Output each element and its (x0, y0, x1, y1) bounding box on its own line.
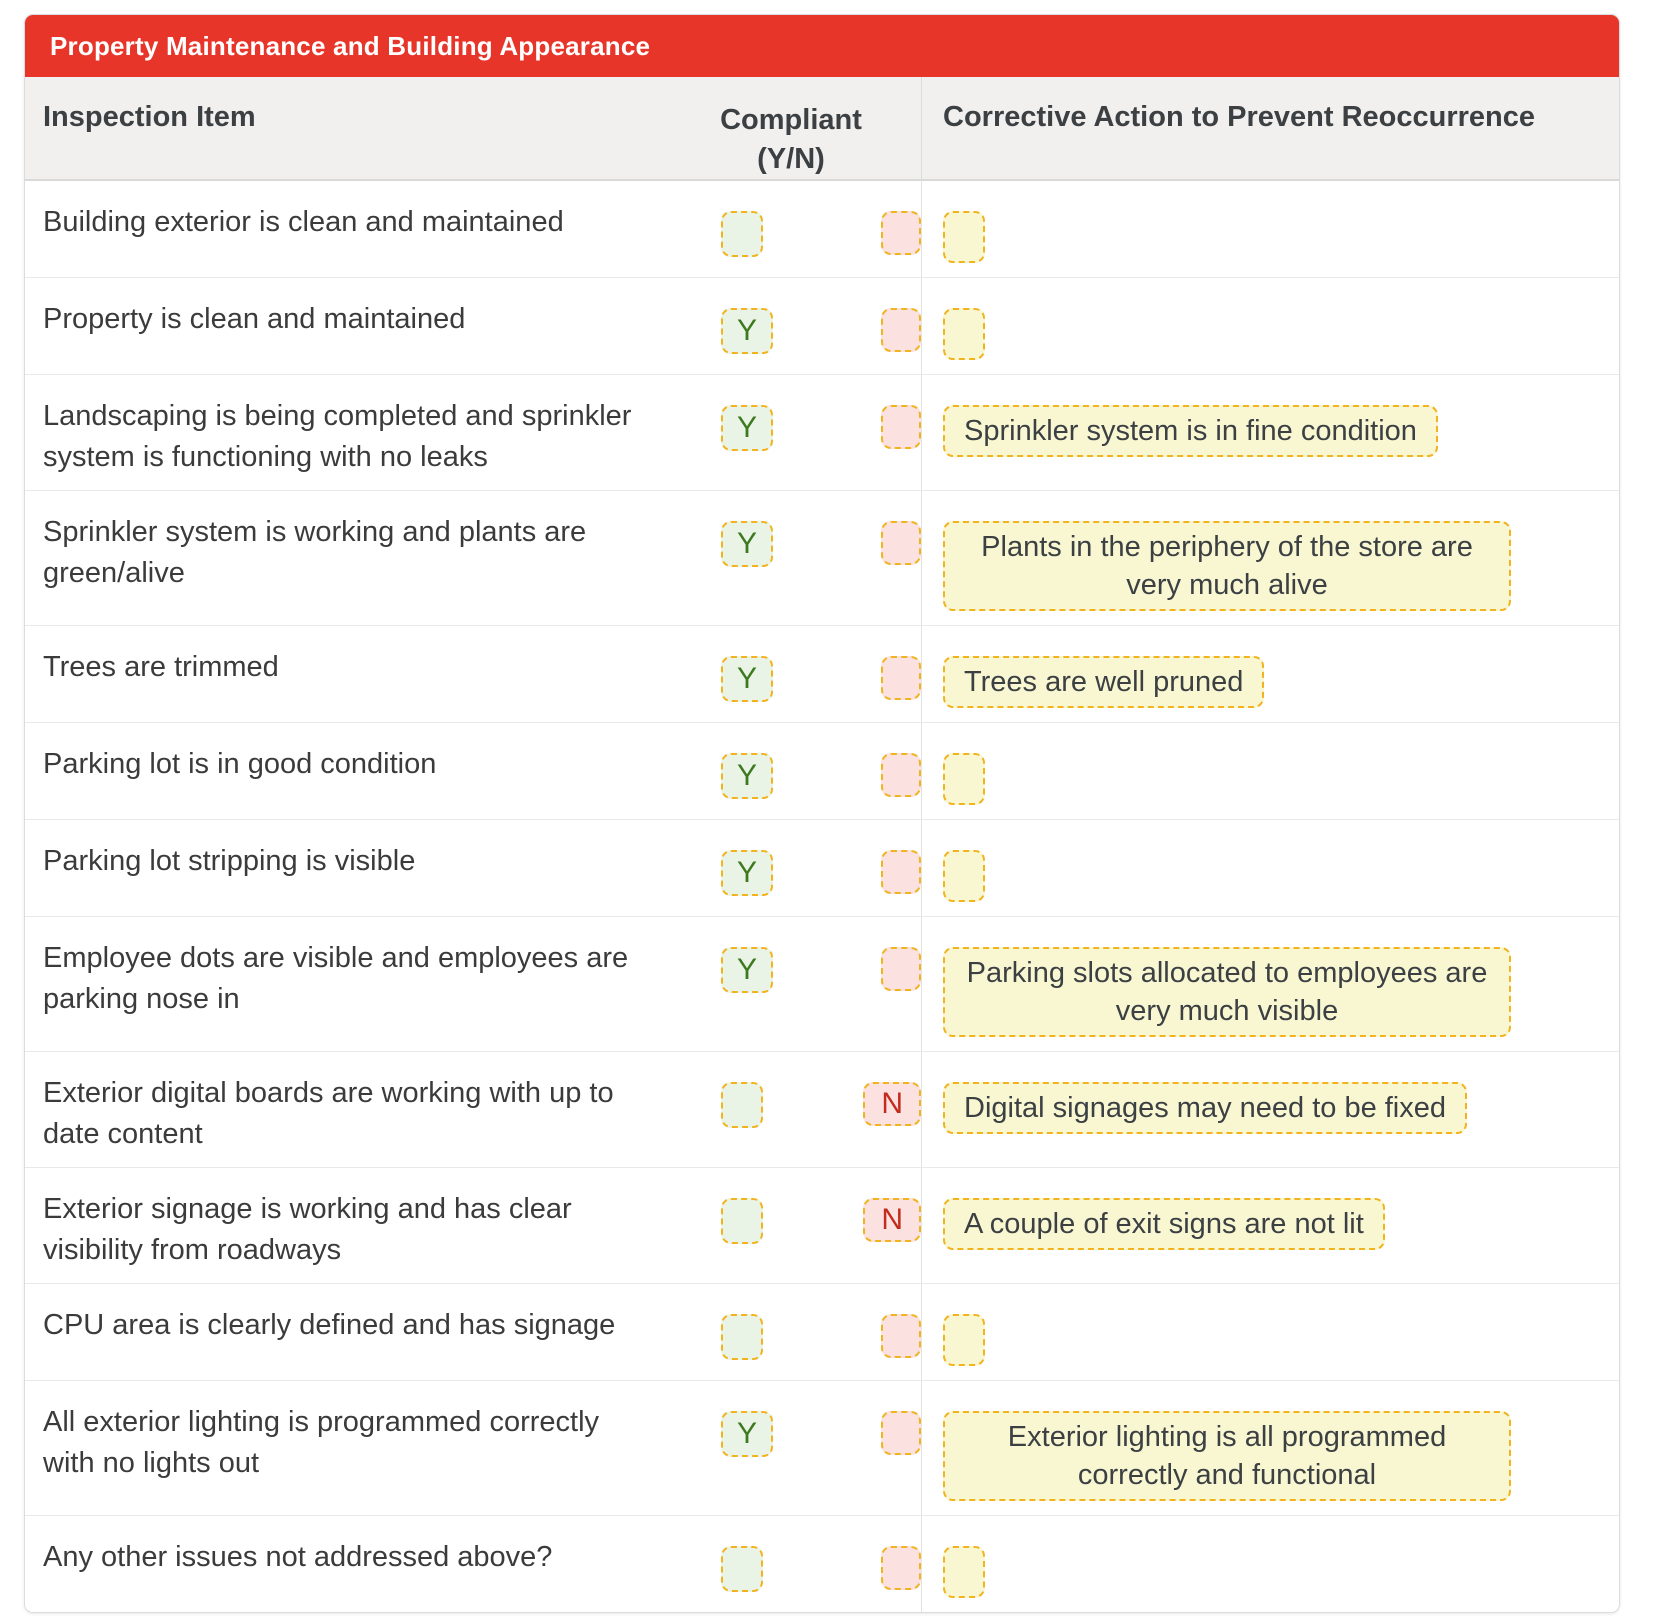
section-header (25, 15, 1619, 77)
compliant-cell (661, 626, 921, 722)
compliant-no-field[interactable]: N (863, 1198, 921, 1242)
compliant-yes-field[interactable]: Y (721, 405, 773, 451)
inspection-item-text: Landscaping is being completed and sprinkler system is functioning with no leaks (43, 400, 632, 473)
compliant-cell (661, 181, 921, 277)
inspection-item-text: Exterior digital boards are working with up to date content (43, 1077, 614, 1150)
corrective-action-cell (921, 626, 1619, 722)
corrective-action-field[interactable]: Exterior lighting is all programmed correctly and functional (943, 1411, 1511, 1501)
compliant-cell (661, 278, 921, 374)
compliant-cell (661, 1381, 921, 1515)
compliant-no-field[interactable] (881, 1411, 921, 1455)
corrective-action-cell (921, 1052, 1619, 1167)
compliant-yes-field[interactable] (721, 211, 763, 257)
col-header-inspection-item: Inspection Item (43, 101, 256, 133)
compliant-yes-field[interactable]: Y (721, 1411, 773, 1457)
table-row (25, 1051, 1619, 1167)
inspection-item-text: Property is clean and maintained (43, 303, 466, 335)
corrective-action-field[interactable] (943, 308, 985, 360)
col-header-compliant-line1: Compliant (720, 104, 862, 136)
table-row (25, 819, 1619, 916)
compliant-cell (661, 1516, 921, 1612)
corrective-action-field[interactable] (943, 1314, 985, 1366)
table-body (25, 181, 1619, 1612)
corrective-action-cell (921, 820, 1619, 916)
table-row (25, 490, 1619, 625)
compliant-yes-field[interactable]: Y (721, 308, 773, 354)
inspection-item-text: Parking lot stripping is visible (43, 845, 416, 877)
corrective-action-cell (921, 1284, 1619, 1380)
table-row (25, 374, 1619, 490)
compliant-yes-field[interactable] (721, 1082, 763, 1128)
table-row (25, 1515, 1619, 1612)
inspection-item-text: Any other issues not addressed above? (43, 1541, 553, 1573)
table-row (25, 1167, 1619, 1283)
section-title: Property Maintenance and Building Appearance (50, 30, 651, 61)
inspection-item-text: Employee dots are visible and employees are parking nose in (43, 942, 629, 1015)
corrective-action-field[interactable] (943, 850, 985, 902)
inspection-card (24, 14, 1620, 1613)
corrective-action-field[interactable] (943, 211, 985, 263)
corrective-action-field[interactable]: Digital signages may need to be fixed (943, 1082, 1467, 1134)
compliant-no-field[interactable]: N (863, 1082, 921, 1126)
inspection-item-text: Exterior signage is working and has clear visibility from roadways (43, 1193, 572, 1266)
compliant-cell (661, 820, 921, 916)
corrective-action-field[interactable] (943, 1546, 985, 1598)
compliant-cell (661, 491, 921, 625)
compliant-cell (661, 1052, 921, 1167)
table-row (25, 1380, 1619, 1515)
table-row (25, 722, 1619, 819)
inspection-item-text: Sprinkler system is working and plants are green/alive (43, 516, 587, 589)
compliant-no-field[interactable] (881, 211, 921, 255)
compliant-no-field[interactable] (881, 1546, 921, 1590)
compliant-cell (661, 1284, 921, 1380)
compliant-cell (661, 1168, 921, 1283)
col-header-compliant (661, 77, 921, 179)
compliant-no-field[interactable] (881, 753, 921, 797)
corrective-action-cell (921, 1516, 1619, 1612)
compliant-yes-field[interactable] (721, 1546, 763, 1592)
compliant-no-field[interactable] (881, 308, 921, 352)
col-header-corrective-action: Corrective Action to Prevent Reoccurrence (921, 77, 1619, 179)
corrective-action-field[interactable]: Parking slots allocated to employees are very much visible (943, 947, 1511, 1037)
table-row (25, 1283, 1619, 1380)
corrective-action-field[interactable]: Sprinkler system is in fine condition (943, 405, 1438, 457)
compliant-no-field[interactable] (881, 521, 921, 565)
compliant-no-field[interactable] (881, 1314, 921, 1358)
table-row (25, 916, 1619, 1051)
compliant-cell (661, 917, 921, 1051)
compliant-yes-field[interactable]: Y (721, 947, 773, 993)
compliant-yes-field[interactable] (721, 1198, 763, 1244)
inspection-item-text: Building exterior is clean and maintained (43, 206, 564, 238)
compliant-yes-field[interactable] (721, 1314, 763, 1360)
inspection-item-text: CPU area is clearly defined and has signage (43, 1309, 616, 1341)
inspection-item-text: Parking lot is in good condition (43, 748, 437, 780)
compliant-cell (661, 723, 921, 819)
corrective-action-cell (921, 1381, 1619, 1515)
compliant-yes-field[interactable]: Y (721, 753, 773, 799)
compliant-no-field[interactable] (881, 656, 921, 700)
corrective-action-cell (921, 917, 1619, 1051)
compliant-yes-field[interactable]: Y (721, 850, 773, 896)
corrective-action-field[interactable]: A couple of exit signs are not lit (943, 1198, 1385, 1250)
compliant-no-field[interactable] (881, 947, 921, 991)
inspection-item-text: All exterior lighting is programmed correctly with no lights out (43, 1406, 600, 1479)
corrective-action-cell (921, 491, 1619, 625)
col-header-compliant-line2: (Y/N) (757, 143, 825, 175)
table-row (25, 277, 1619, 374)
compliant-no-field[interactable] (881, 850, 921, 894)
corrective-action-cell (921, 181, 1619, 277)
corrective-action-cell (921, 278, 1619, 374)
compliant-cell (661, 375, 921, 490)
compliant-yes-field[interactable]: Y (721, 656, 773, 702)
corrective-action-cell (921, 723, 1619, 819)
corrective-action-field[interactable]: Trees are well pruned (943, 656, 1264, 708)
inspection-item-text: Trees are trimmed (43, 651, 279, 683)
corrective-action-cell (921, 375, 1619, 490)
corrective-action-field[interactable] (943, 753, 985, 805)
table-header-row (25, 77, 1619, 181)
compliant-no-field[interactable] (881, 405, 921, 449)
corrective-action-field[interactable]: Plants in the periphery of the store are very much alive (943, 521, 1511, 611)
table-row (25, 181, 1619, 277)
table-row (25, 625, 1619, 722)
compliant-yes-field[interactable]: Y (721, 521, 773, 567)
corrective-action-cell (921, 1168, 1619, 1283)
